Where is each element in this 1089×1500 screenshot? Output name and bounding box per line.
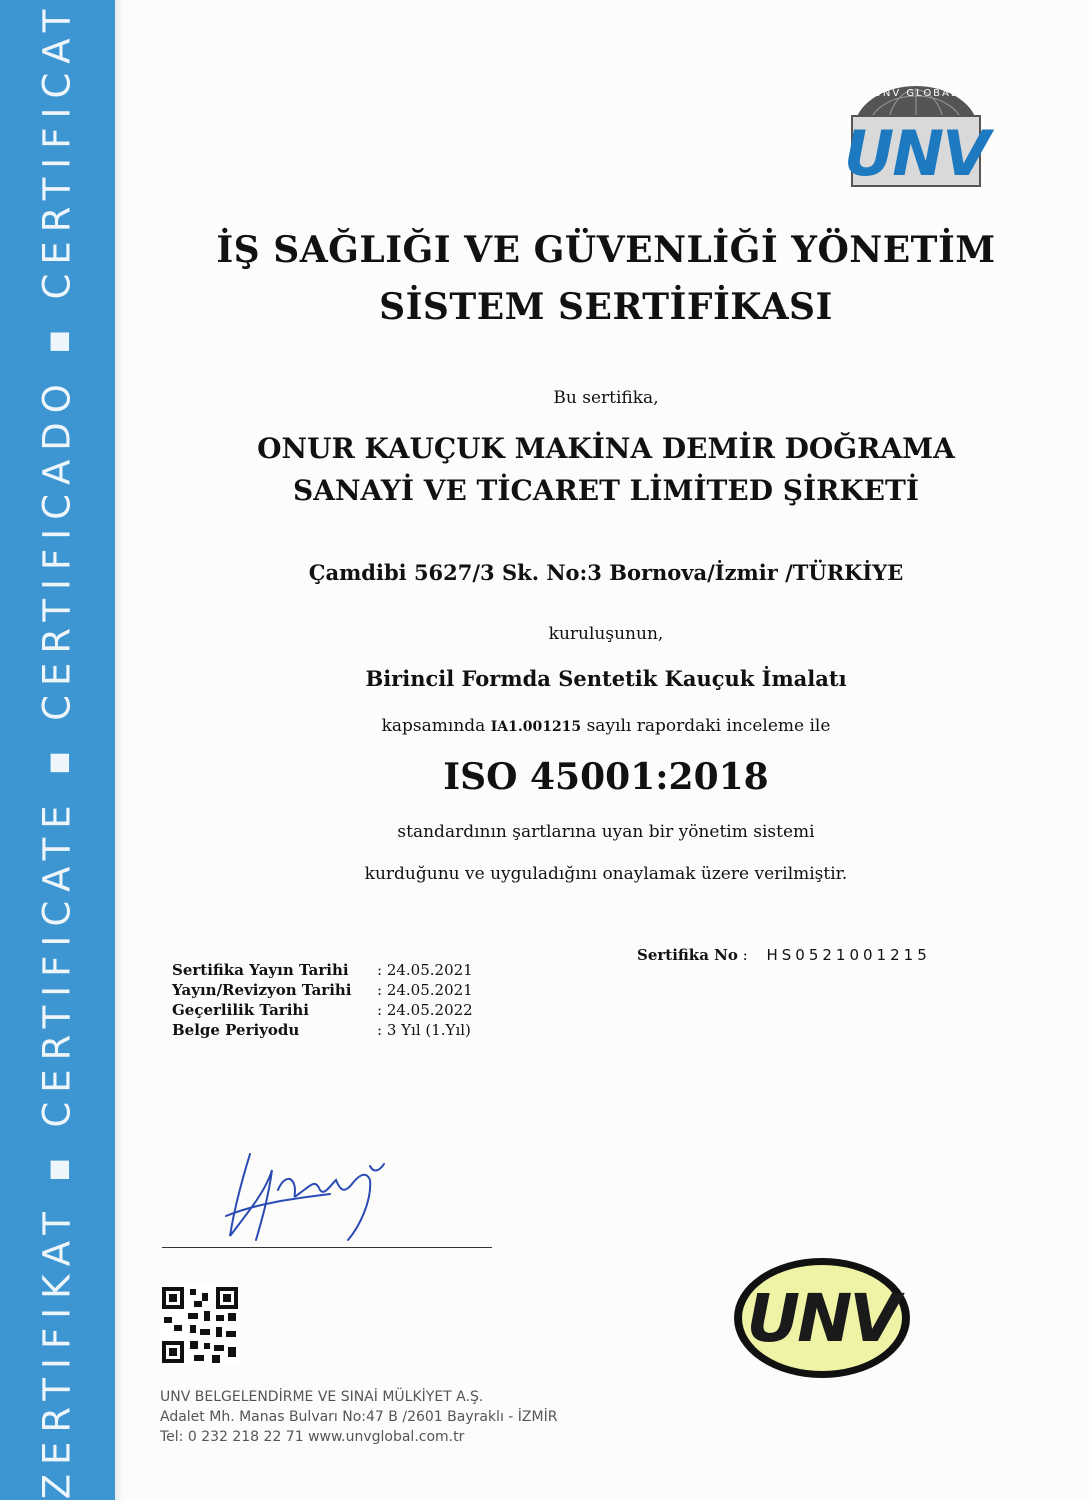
unv-global-logo: [843, 82, 989, 190]
detail-row: [172, 1020, 497, 1040]
signature-icon: [220, 1140, 390, 1250]
side-band: [0, 0, 115, 1500]
detail-row: [172, 1000, 497, 1020]
report-number: IA1.001215: [490, 719, 582, 735]
seal-text: UNV: [746, 1279, 898, 1357]
detail-label: Geçerlilik Tarihi: [172, 1001, 309, 1019]
logo-globe-text: UNV GLOBAL: [873, 88, 959, 99]
issuer-company: UNV BELGELENDİRME VE SINAİ MÜLKİYET A.Ş.: [160, 1389, 484, 1405]
statement-line-1: standardının şartlarına uyan bir yönetim sistemi: [397, 822, 815, 842]
detail-value: : 24.05.2021: [377, 961, 473, 979]
company-address: Çamdibi 5627/3 Sk. No:3 Bornova/İzmir /TÜRKİYE: [308, 560, 904, 585]
detail-value: : 24.05.2021: [377, 981, 473, 999]
logo-brand-text: UNV: [843, 116, 989, 190]
iso-standard: ISO 45001:2018: [443, 756, 769, 798]
detail-value: : 3 Yıl (1.Yıl): [377, 1021, 471, 1039]
kurulus-text: kuruluşunun,: [548, 624, 664, 644]
company-name: [123, 428, 1089, 512]
certificate-number: [637, 946, 931, 964]
certificate-number-separator: :: [742, 946, 748, 964]
detail-row: [172, 960, 497, 980]
company-line-1: ONUR KAUÇUK MAKİNA DEMİR DOĞRAMA: [257, 432, 955, 465]
report-prefix: kapsamında: [381, 716, 486, 736]
title-line-1: İŞ SAĞLIĞI VE GÜVENLİĞİ YÖNETİM: [216, 229, 996, 271]
certificate-title: [123, 222, 1089, 336]
statement-line-2: kurduğunu ve uyguladığını onaylamak üzere verilmiştir.: [364, 864, 848, 884]
detail-label: Belge Periyodu: [172, 1021, 300, 1039]
certificate-details: [172, 960, 497, 1040]
issuer-contact: Tel: 0 232 218 22 71 www.unvglobal.com.tr: [160, 1429, 465, 1445]
detail-label: Sertifika Yayın Tarihi: [172, 961, 349, 979]
certificate-number-value: HS0521001215: [766, 946, 931, 964]
page-edge: [115, 0, 123, 1500]
issuer-address: Adalet Mh. Manas Bulvarı No:47 B /2601 Bayraklı - İZMİR: [160, 1409, 558, 1425]
certificate-number-label: Sertifika No: [637, 946, 738, 964]
title-line-2: SİSTEM SERTİFİKASI: [379, 286, 833, 328]
detail-row: [172, 980, 497, 1000]
report-line: [123, 716, 1089, 736]
qr-code-icon: [160, 1285, 240, 1365]
report-suffix: sayılı rapordaki inceleme ile: [586, 716, 831, 736]
side-band-text: ZERTIFIKAT ▪ CERTIFICATE ▪ CERTIFICADO ▪ CERTIFICAT: [35, 0, 79, 1500]
intro-text: Bu sertifika,: [553, 388, 659, 408]
issuer-footer: [160, 1387, 557, 1447]
signature-line: [162, 1247, 492, 1248]
detail-value: : 24.05.2022: [377, 1001, 473, 1019]
detail-label: Yayın/Revizyon Tarihi: [172, 981, 352, 999]
company-line-2: SANAYİ VE TİCARET LİMİTED ŞİRKETİ: [293, 474, 919, 507]
certificate-scope: Birincil Formda Sentetik Kauçuk İmalatı: [365, 666, 847, 691]
